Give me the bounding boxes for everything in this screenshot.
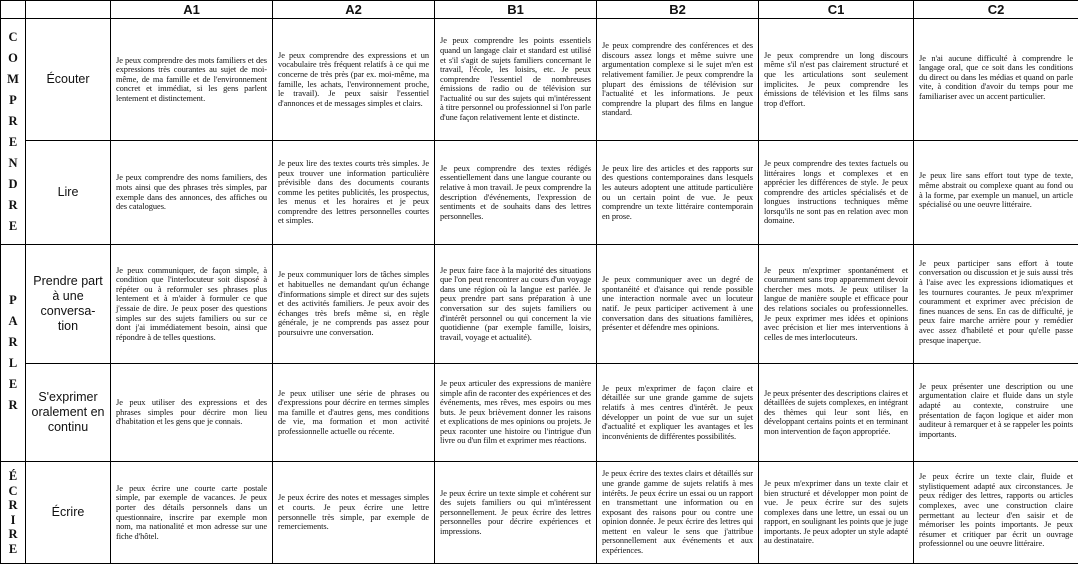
descriptor-text: Je peux m'exprimer de façon claire et détaillée sur une grande gamme de sujets relatifs à mes centres d'intérêt. Je peux développer un point de vue sur un sujet d'actualité et expliquer les avantages et les inconvénients de différentes possibilités. (602, 384, 753, 442)
descriptor-text: Je peux lire des articles et des rapports sur des questions contemporaines dans lesquels les auteurs adoptent une attitude particulière ou un certain point de vue. Je peux comprendre un texte littéraire contemporain en prose. (602, 164, 753, 222)
table-row (1, 19, 1078, 141)
category-parler (1, 245, 26, 462)
category-letter: R (1, 332, 25, 353)
descriptor-cell (597, 462, 759, 564)
table-row (1, 141, 1078, 245)
category-letter: L (1, 353, 25, 374)
category-letter: R (1, 395, 25, 416)
descriptor-cell (111, 141, 273, 245)
descriptor-text: Je peux écrire un texte clair, fluide et stylistiquement adapté aux circonstances. Je peux rédiger des lettres, rapports ou articles complexes, avec une construction claire permettant au lecteur d'en saisir et de mémoriser les points importants. Je peux résumer et critiquer par écrit un ouvrage professionnel ou une oeuvre littéraire. (919, 472, 1073, 549)
descriptor-cell (111, 462, 273, 564)
category-letter: E (1, 132, 25, 153)
descriptor-text: Je peux comprendre des textes factuels ou littéraires longs et complexes et en apprécier les différences de style. Je peux comprendre des articles spécialisés et de longues instructions techniques même lorsqu'ils ne sont pas en relation avec mon domaine. (764, 159, 908, 226)
descriptor-text: Je peux communiquer, de façon simple, à condition que l'interlocuteur soit disposé à répéter ou à reformuler ses phrases plus lentement et à m'aider à formuler ce que j'essaie de dire. Je peux poser des questions simples sur des sujets familiers ou sur ce dont j'ai immédiatement besoin, ainsi que répondre à de telles questions. (116, 266, 267, 343)
descriptor-text: Je peux comprendre des noms familiers, des mots ainsi que des phrases très simples, par exemple dans des annonces, des affiches ou des catalogues. (116, 173, 267, 211)
descriptor-cell (759, 245, 914, 364)
category-letter: C (1, 484, 25, 499)
descriptor-text: Je peux lire sans effort tout type de texte, même abstrait ou complexe quant au fond ou à la forme, par exemple un manuel, un article spécialisé ou une oeuvre littéraire. (919, 171, 1073, 209)
descriptor-cell (435, 141, 597, 245)
category-letter: P (1, 90, 25, 111)
descriptor-cell (435, 462, 597, 564)
descriptor-cell (759, 19, 914, 141)
corner-cell (1, 1, 26, 19)
category-letter: E (1, 216, 25, 237)
descriptor-cell (914, 141, 1078, 245)
descriptor-cell (111, 19, 273, 141)
category-comprendre (1, 19, 26, 245)
skill-label-sexprimer: S'exprimer oralement en continu (26, 364, 111, 462)
category-letter: E (1, 542, 25, 557)
category-ecrire (1, 462, 26, 564)
category-letter: C (1, 27, 25, 48)
category-letter: M (1, 69, 25, 90)
skill-label-lire: Lire (26, 141, 111, 245)
descriptor-cell (914, 364, 1078, 462)
category-letter: A (1, 311, 25, 332)
descriptor-text: Je peux faire face à la majorité des situations que l'on peut rencontrer au cours d'un voyage dans une région où la langue est parlée. Je peux prendre part sans préparation à une conversation sur des sujets familiers ou d'intérêt personnel ou qui concernent la vie quotidienne (par exemple famille, loisirs, travail, voyage et actualité). (440, 266, 591, 343)
table-row (1, 364, 1078, 462)
table-row (1, 462, 1078, 564)
descriptor-text: Je peux écrire une courte carte postale simple, par exemple de vacances. Je peux porter des détails personnels dans un questionnaire, inscrire par exemple mon nom, ma nationalité et mon adresse sur une fiche d'hôtel. (116, 484, 267, 542)
descriptor-text: Je peux comprendre des conférences et des discours assez longs et même suivre une argumentation complexe si le sujet m'en est relativement familier. Je peux comprendre la plupart des émissions de télévision sur l'actualité et les informations. Je peux comprendre la plupart des films en langue standard. (602, 41, 753, 118)
descriptor-text: Je peux présenter une description ou une argumentation claire et fluide dans un style adapté au contexte, construire une présentation de façon logique et aider mon auditeur à remarquer et à se rappeler les points importants. (919, 382, 1073, 440)
level-header-b1: B1 (435, 1, 597, 19)
descriptor-cell (597, 245, 759, 364)
descriptor-text: Je peux m'exprimer spontanément et couramment sans trop apparemment devoir chercher mes mots. Je peux utiliser la langue de manière souple et efficace pour des relations sociales ou professionnelles. Je peux exprimer mes idées et opinions avec précision et lier mes interventions à celles de mes interlocuteurs. (764, 266, 908, 343)
category-letter: R (1, 527, 25, 542)
category-letter: R (1, 111, 25, 132)
descriptor-cell (273, 141, 435, 245)
descriptor-cell (111, 245, 273, 364)
descriptor-cell (759, 141, 914, 245)
descriptor-cell (111, 364, 273, 462)
category-letter: E (1, 374, 25, 395)
category-letter: N (1, 153, 25, 174)
descriptor-text: Je peux écrire des notes et messages simples et courts. Je peux écrire une lettre personnelle très simple, par exemple de remerciements. (278, 493, 429, 531)
descriptor-cell (914, 462, 1078, 564)
descriptor-text: Je peux comprendre des mots familiers et des expressions très courantes au sujet de moi-même, de ma famille et de l'environnement concret et immédiat, si les gens parlent lentement et distinctement. (116, 56, 267, 104)
descriptor-text: Je peux communiquer avec un degré de spontanéité et d'aisance qui rende possible une interaction normale avec un locuteur natif. Je peux participer activement à une conversation dans des situations familières, présenter et défendre mes opinions. (602, 275, 753, 333)
category-letter: R (1, 195, 25, 216)
category-letter: D (1, 174, 25, 195)
descriptor-text: Je peux écrire des textes clairs et détaillés sur une grande gamme de sujets relatifs à mes intérêts. Je peux écrire un essai ou un rapport en transmettant une information ou en exposant des raisons pour ou contre une opinion donnée. Je peux écrire des lettres qui mettent en valeur le sens que j'attribue personnellement aux événements et aux expériences. (602, 469, 753, 555)
descriptor-text: Je peux comprendre un long discours même s'il n'est pas clairement structuré et que les articulations sont seulement implicites. Je peux comprendre les émissions de télévision et les films sans trop d'effort. (764, 51, 908, 109)
descriptor-cell (914, 245, 1078, 364)
descriptor-text: Je peux comprendre des textes rédigés essentiellement dans une langue courante ou relative à mon travail. Je peux comprendre la description d'événements, l'expression de sentiments et de souhaits dans des lettres personnelles. (440, 164, 591, 222)
level-header-c2: C2 (914, 1, 1078, 19)
category-letter: P (1, 290, 25, 311)
descriptor-cell (597, 141, 759, 245)
descriptor-text: Je peux utiliser des expressions et des phrases simples pour décrire mon lieu d'habitation et les gens que je connais. (116, 398, 267, 427)
descriptor-text: Je peux lire des textes courts très simples. Je peux trouver une information particulière prévisible dans des documents courants comme les petites publicités, les prospectus, les menus et les horaires et je peux comprendre des lettres personnelles courtes et simples. (278, 159, 429, 226)
skill-label-ecouter: Écouter (26, 19, 111, 141)
descriptor-cell (273, 19, 435, 141)
skill-label-prendre-part: Prendre part à une conversa-tion (26, 245, 111, 364)
descriptor-text: Je peux m'exprimer dans un texte clair et bien structuré et développer mon point de vue. Je peux écrire sur des sujets complexes dans une lettre, un essai ou un rapport, en soulignant les points que je juge importants. Je peux adopter un style adapté au destinataire. (764, 479, 908, 546)
descriptor-cell (597, 19, 759, 141)
descriptor-text: Je peux présenter des descriptions claires et détaillées de sujets complexes, en intégrant des thèmes qui leur sont liés, en développant certains points et en terminant mon intervention de façon appropriée. (764, 389, 908, 437)
category-letter: I (1, 513, 25, 528)
descriptor-text: Je peux écrire un texte simple et cohérent sur des sujets familiers ou qui m'intéressent personnellement. Je peux écrire des lettres personnelles pour décrire expériences et impressions. (440, 489, 591, 537)
descriptor-cell (914, 19, 1078, 141)
skill-label-ecrire: Écrire (26, 462, 111, 564)
level-header-b2: B2 (597, 1, 759, 19)
category-letter: R (1, 498, 25, 513)
header-row (1, 1, 1078, 19)
category-letter: É (1, 469, 25, 484)
descriptor-cell (273, 245, 435, 364)
corner-cell (26, 1, 111, 19)
descriptor-cell (759, 364, 914, 462)
level-header-c1: C1 (759, 1, 914, 19)
descriptor-text: Je n'ai aucune difficulté à comprendre le langage oral, que ce soit dans les conditions du direct ou dans les médias et quand on parle vite, à condition d'avoir du temps pour me familiariser avec un accent particulier. (919, 54, 1073, 102)
descriptor-text: Je peux comprendre des expressions et un vocabulaire très fréquent relatifs à ce qui me concerne de très près (par ex. moi-même, ma famille, les achats, l'environnement proche, le travail). Je peux saisir l'essentiel d'annonces et de messages simples et clairs. (278, 51, 429, 109)
descriptor-cell (273, 364, 435, 462)
descriptor-cell (273, 462, 435, 564)
category-letter: O (1, 48, 25, 69)
table-row (1, 245, 1078, 364)
descriptor-cell (435, 245, 597, 364)
level-header-a1: A1 (111, 1, 273, 19)
descriptor-cell (435, 19, 597, 141)
level-header-a2: A2 (273, 1, 435, 19)
descriptor-cell (435, 364, 597, 462)
descriptor-cell (759, 462, 914, 564)
descriptor-text: Je peux utiliser une série de phrases ou d'expressions pour décrire en termes simples ma famille et d'autres gens, mes conditions de vie, ma formation et mon activité professionnelle actuelle ou récente. (278, 389, 429, 437)
descriptor-text: Je peux communiquer lors de tâches simples et habituelles ne demandant qu'un échange d'informations simple et direct sur des sujets et des activités familiers. Je peux avoir des échanges très brefs même si, en règle générale, je ne comprends pas assez pour poursuivre une conversation. (278, 270, 429, 337)
descriptor-text: Je peux participer sans effort à toute conversation ou discussion et je suis aussi très à l'aise avec les expressions idiomatiques et les tournures courantes. Je peux m'exprimer couramment et exprimer avec précision de fines nuances de sens. En cas de difficulté, je peux faire marche arrière pour y remédier avec assez d'habileté et pour qu'elle passe presque inaperçue. (919, 259, 1073, 345)
descriptor-text: Je peux articuler des expressions de manière simple afin de raconter des expériences et des événements, mes rêves, mes espoirs ou mes buts. Je peux brièvement donner les raisons et explications de mes opinions ou projets. Je peux raconter une histoire ou l'intrigue d'un livre ou d'un film et exprimer mes réactions. (440, 379, 591, 446)
descriptor-cell (597, 364, 759, 462)
descriptor-text: Je peux comprendre les points essentiels quand un langage clair et standard est utilisé et s'il s'agit de sujets familiers concernant le travail, l'école, les loisirs, etc. Je peux comprendre l'essentiel de nombreuses émissions de radio ou de télévision sur l'actualité ou sur des sujets qui m'intéressent à titre personnel ou professionnel si l'on parle d'une façon relativement lente et distincte. (440, 36, 591, 122)
